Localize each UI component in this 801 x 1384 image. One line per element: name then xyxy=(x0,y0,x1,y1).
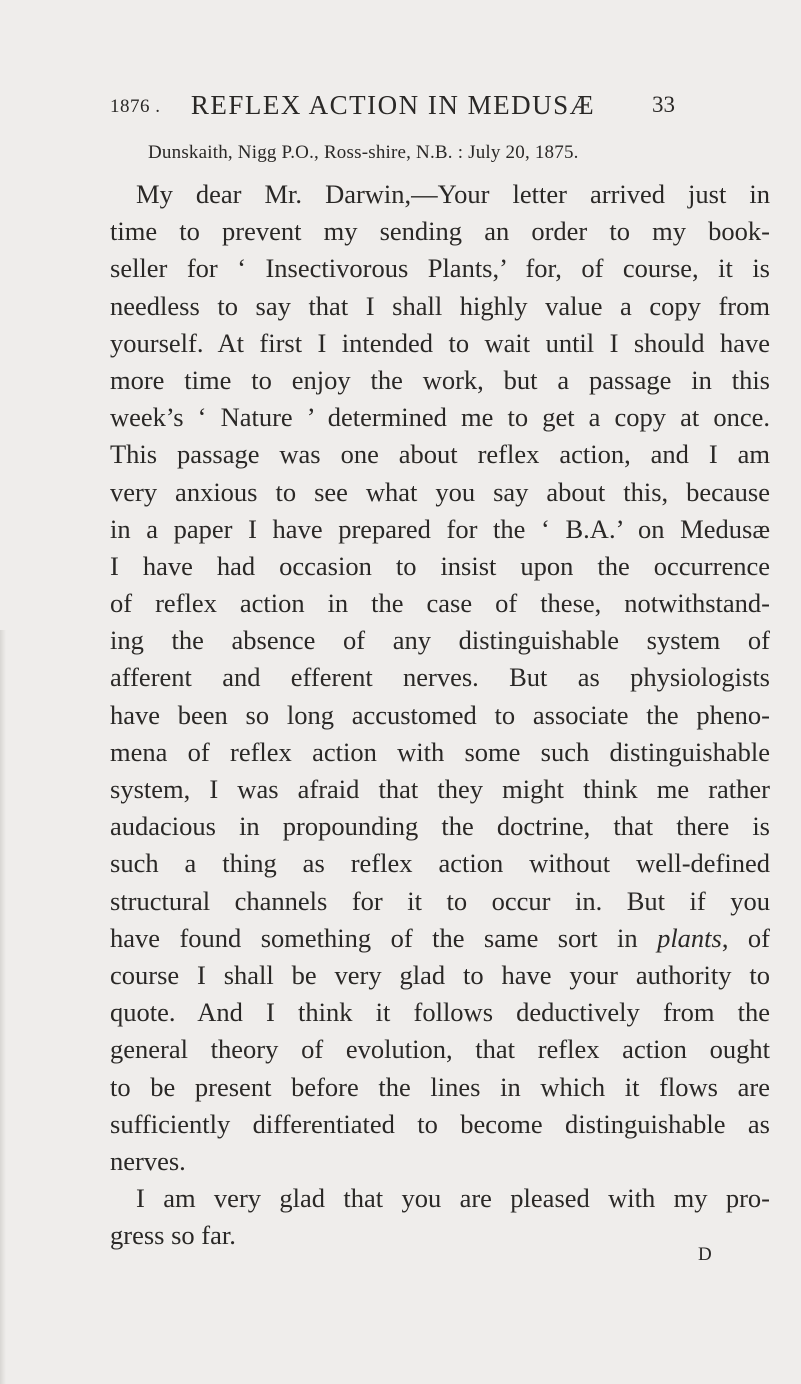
text-segment: have found something of the same sort in xyxy=(110,922,638,953)
text-line: more time to enjoy the work, but a passage in this xyxy=(110,364,770,395)
text-line: time to prevent my sending an order to my book- xyxy=(110,216,770,247)
page-edge-shadow xyxy=(0,630,6,1384)
text-line: structural channels for it to occur in. But if you xyxy=(110,885,770,916)
text-line: This passage was one about reflex action, and I am xyxy=(110,439,770,470)
signature-mark: D xyxy=(698,1244,712,1265)
text-line-with-italic xyxy=(110,920,770,957)
text-line: yourself. At first I intended to wait until I should have xyxy=(110,327,770,358)
text-line: of reflex action in the case of these, notwithstand- xyxy=(110,588,770,619)
italic-word-plants: plants xyxy=(657,922,722,953)
text-line: in a paper I have prepared for the ‘ B.A.’ on Medusæ xyxy=(110,513,770,544)
letter-body xyxy=(110,176,770,1254)
text-line: seller for ‘ Insectivorous Plants,’ for, of course, it is xyxy=(110,253,770,284)
text-line: course I shall be very glad to have your authority to xyxy=(110,959,770,990)
text-line: quote. And I think it follows deductively from the xyxy=(110,997,770,1028)
text-line: needless to say that I shall highly value a copy from xyxy=(110,290,770,321)
text-line: gress so far. xyxy=(110,1220,236,1251)
text-line: week’s ‘ Nature ’ determined me to get a copy at once. xyxy=(110,402,770,433)
text-line: ing the absence of any distinguishable system of xyxy=(110,625,770,656)
running-head-title: REFLEX ACTION IN MEDUSÆ xyxy=(190,90,596,120)
text-line: very anxious to see what you say about this, because xyxy=(110,476,770,507)
text-line: nerves. xyxy=(110,1145,186,1176)
text-line: I am very glad that you are pleased with my pro- xyxy=(136,1183,770,1214)
text-line: general theory of evolution, that reflex action ought xyxy=(110,1034,770,1065)
text-line: afferent and efferent nerves. But as physiologists xyxy=(110,662,770,693)
page-number: 33 xyxy=(652,92,675,117)
text-line: audacious in propounding the doctrine, that there is xyxy=(110,811,770,842)
letter-dateline: Dunskaith, Nigg P.O., Ross-shire, N.B. : July 20, 1875. xyxy=(148,142,579,163)
text-line: have been so long accustomed to associate the pheno- xyxy=(110,699,770,730)
text-line: sufficiently differentiated to become distinguishable as xyxy=(110,1108,770,1139)
running-head xyxy=(110,90,675,130)
text-line: to be present before the lines in which it flows are xyxy=(110,1071,770,1102)
text-line: My dear Mr. Darwin,—Your letter arrived just in xyxy=(136,179,770,209)
text-line: I have had occasion to insist upon the occurrence xyxy=(110,550,770,581)
text-line: system, I was afraid that they might think me rather xyxy=(110,774,770,804)
text-line: such a thing as reflex action without well-defined xyxy=(110,848,770,879)
text-line: mena of reflex action with some such distinguishable xyxy=(110,736,770,767)
running-head-year: 1876 . xyxy=(110,96,161,117)
text-segment: , of xyxy=(721,922,771,953)
